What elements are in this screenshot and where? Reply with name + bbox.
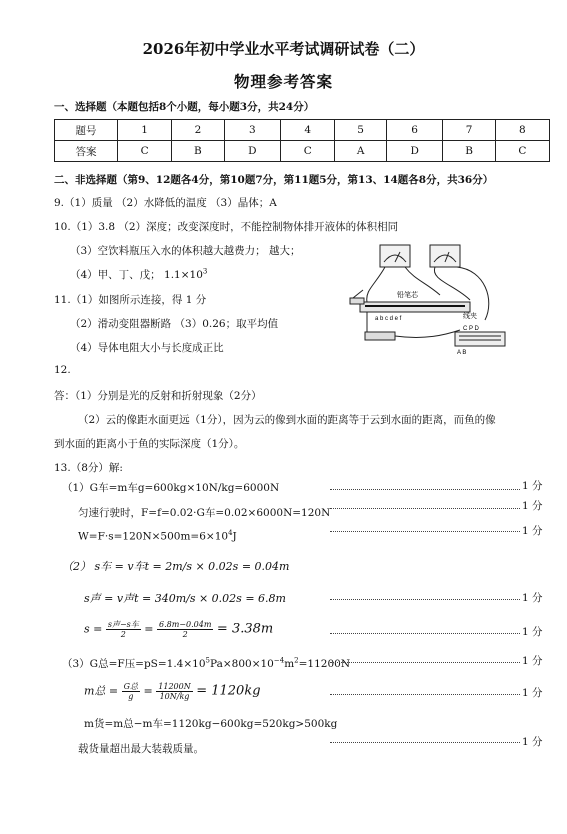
question-number: 8 (495, 120, 549, 141)
q10-line1: 10.（1）3.8 （2）深度；改变深度时，不能控制物体排开液体的体积相同 (54, 221, 399, 233)
row-label-answer: 答案 (55, 141, 118, 162)
battery-icon (365, 332, 395, 340)
score-mark: 1 分 (522, 687, 543, 699)
q9-answer: 9.（1）质量 （2）水降低的温度 （3）晶体；A (54, 197, 277, 209)
score-mark: 1 分 (522, 592, 543, 604)
q13-step9: m货=m总−m车=1120kg−600kg=520kg>500kg (84, 718, 338, 730)
answer-cell: C (281, 141, 335, 162)
table-row (55, 141, 550, 162)
q12-line1: 答：（1）分别是光的反射和折射现象（2分） (54, 390, 262, 402)
q13-step3: $W=F\cdot s=120N\times 500m=6\times 10^4J$ (78, 529, 237, 543)
q13-step8: m总 = $\frac{\text{G总}}{g}$ = $\frac{11200N}{10N/kg}$ = 1120kg (84, 682, 261, 701)
dotted-leader (330, 531, 520, 532)
ammeter-icon (430, 245, 460, 267)
q13-step5: s声 = v声t = 340m/s × 0.02s = 6.8m (84, 592, 286, 605)
part1-heading: 一、选择题（本题包括8个小题，每小题3分，共24分） (54, 101, 315, 113)
q12-line3: 到水面的距离小于鱼的实际深度（1分）。 (54, 438, 245, 450)
q12-number: 12. (54, 364, 71, 376)
exam-subtitle: 物理参考答案 (233, 72, 333, 91)
score-mark: 1 分 (522, 500, 543, 512)
row-label-number: 题号 (55, 120, 118, 141)
answer-table (54, 119, 550, 162)
question-number: 6 (386, 120, 443, 141)
question-number: 2 (172, 120, 224, 141)
question-number: 5 (335, 120, 387, 141)
q11-line1: 11.（1）如图所示连接，得 1 分 (54, 294, 207, 306)
dotted-leader (330, 633, 520, 634)
dotted-leader (330, 742, 520, 743)
circuit-figure (345, 240, 515, 358)
voltmeter-icon (380, 245, 410, 267)
q13-conclusion: 载货量超出最大装载质量。 (78, 743, 204, 755)
score-mark: 1 分 (522, 736, 543, 748)
answer-cell: D (386, 141, 443, 162)
dotted-leader (330, 662, 520, 663)
rheostat-bottom-labels: A B (457, 350, 467, 356)
part2-heading: 二、非选择题（第9、12题各4分，第10题7分，第11题5分，第13、14题各8分，共36分） (54, 174, 494, 186)
q13-step7: （3）G总=F压$=pS=1.4\times 10^5Pa\times 800\times 10^{-4}m^2=11200N$ (62, 656, 351, 670)
answer-cell: D (224, 141, 281, 162)
dotted-leader (330, 599, 520, 600)
q13-step2: 匀速行驶时，F=f=0.02·G车=0.02×6000N=120N (78, 507, 331, 519)
score-mark: 1 分 (522, 480, 543, 492)
dotted-leader (330, 489, 520, 490)
clip-label: 线夹 (463, 313, 477, 320)
q11-line2: （2）滑动变阻器断路 （3）0.26；取平均值 (70, 318, 279, 330)
answer-cell: C (118, 141, 172, 162)
pencil-lead-label: 铅笔芯 (397, 292, 418, 299)
exam-title: 2026年初中学业水平考试调研试卷（二） (142, 40, 425, 58)
answer-cell: B (443, 141, 495, 162)
question-number: 4 (281, 120, 335, 141)
dotted-leader (330, 694, 520, 695)
score-mark: 1 分 (522, 525, 543, 537)
q13-heading: 13.（8分）解: (54, 462, 123, 474)
q10-line2: （3）空饮料瓶压入水的体积越大越费力； 越大； (70, 245, 301, 257)
table-row (55, 120, 550, 141)
answer-cell: B (172, 141, 224, 162)
q13-step6: s = $\frac{\text{s声−s车}}{2}$ = $\frac{6.8m-0.04m}{2}$ = 3.38m (84, 620, 274, 639)
question-number: 7 (443, 120, 495, 141)
rheostat-icon (455, 332, 505, 346)
score-mark: 1 分 (522, 655, 543, 667)
question-number: 1 (118, 120, 172, 141)
q10-line3: （4）甲、丁、戊； $1.1\times 10^3$ (70, 267, 208, 281)
question-number: 3 (224, 120, 281, 141)
score-mark: 1 分 (522, 626, 543, 638)
q12-line2: （2）云的像距水面更远（1分），因为云的像到水面的距离等于云到水面的距离，而鱼的像 (78, 414, 496, 426)
answer-cell: C (495, 141, 549, 162)
dotted-leader (330, 508, 520, 509)
tick-labels: a b c d e f (375, 316, 402, 322)
q11-line3: （4）导体电阻大小与长度成正比 (70, 342, 224, 354)
answer-cell: A (335, 141, 387, 162)
q13-step4: （2） s车 = v车t = 2m/s × 0.02s = 0.04m (62, 560, 290, 573)
rheostat-top-labels: C P D (463, 326, 479, 332)
q13-step1: （1）G车=m车g=600kg×10N/kg=6000N (62, 482, 280, 494)
